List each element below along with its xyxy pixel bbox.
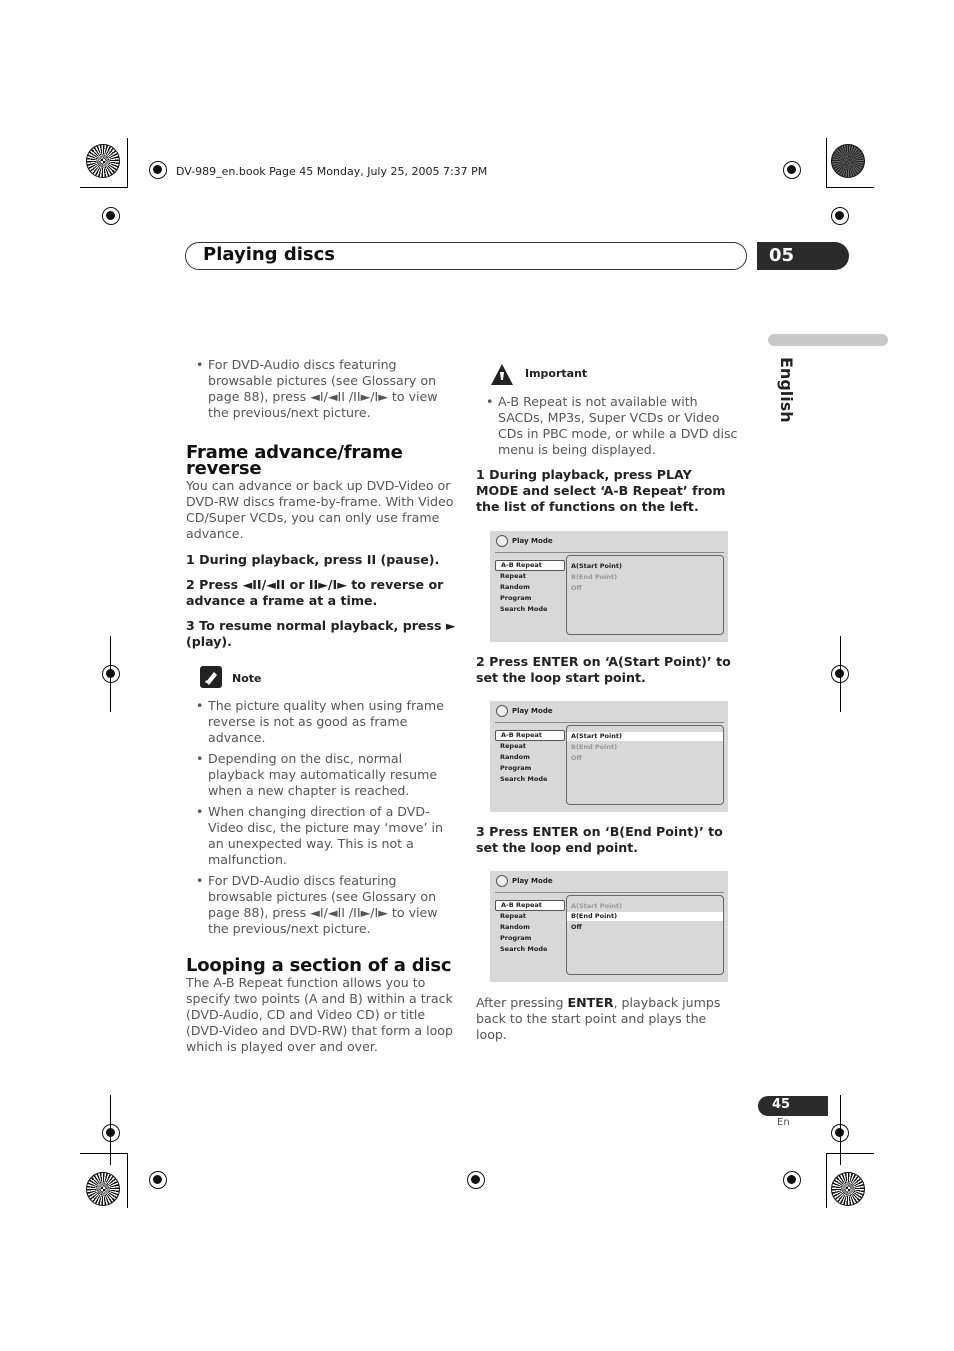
loop-step-2: 2 Press ENTER on ‘A(Start Point)’ to set the loop start point. — [476, 654, 731, 685]
note-text: The picture quality when using frame reverse is not as good as frame advance. — [208, 698, 444, 745]
osd-menu-item[interactable]: Search Mode — [500, 605, 548, 613]
section-heading-loop: Looping a section of a disc — [186, 955, 452, 976]
book-info-line: DV-989_en.book Page 45 Monday, July 25, 2005 7:37 PM — [176, 165, 488, 178]
osd-menu-item[interactable]: Random — [500, 583, 530, 591]
after-enter-text — [476, 995, 740, 1043]
chapter-number-badge — [757, 242, 849, 270]
osd-menu — [495, 730, 565, 785]
frame-step-2: 2 Press ◄II/◄II or II►/I► to reverse or advance a frame at a time. — [186, 577, 444, 608]
important-text: A-B Repeat is not available with SACDs, MP3s, Super VCDs or Video CDs in PBC mode, or while a DVD disc menu is being displayed. — [498, 394, 738, 457]
registration-target-icon — [783, 161, 801, 179]
osd-divider — [495, 722, 724, 723]
note-item — [186, 698, 456, 746]
osd-menu-item[interactable]: Repeat — [500, 572, 526, 580]
chapter-number: 05 — [769, 245, 795, 266]
osd-option[interactable]: Off — [571, 584, 582, 592]
osd-option[interactable]: B(End Point) — [571, 573, 618, 581]
osd-divider — [495, 892, 724, 893]
crop-line — [840, 1095, 841, 1165]
registration-target-icon — [467, 1171, 485, 1189]
crop-line — [826, 187, 874, 188]
note-item — [186, 873, 456, 937]
bullet-text: For DVD-Audio discs featuring browsable pictures (see Glossary on page 88), press ◄I/◄II /II►/I► to view the previous/next picture. — [208, 357, 438, 420]
osd-options-panel — [566, 725, 724, 805]
registration-target-icon — [149, 1171, 167, 1189]
page-number-badge — [758, 1096, 828, 1116]
osd-divider — [495, 552, 724, 553]
osd-options-panel — [566, 895, 724, 975]
disc-icon — [496, 875, 508, 887]
important-item — [476, 394, 744, 458]
note-header — [186, 666, 456, 692]
osd-menu-item[interactable]: Program — [500, 934, 532, 942]
crop-line — [840, 636, 841, 712]
registration-rose-icon — [86, 1172, 120, 1206]
osd-menu-item[interactable]: Random — [500, 923, 530, 931]
crop-line — [127, 138, 128, 188]
crop-line — [127, 1153, 128, 1208]
important-label: Important — [525, 367, 588, 380]
osd-title: Play Mode — [512, 707, 553, 715]
chapter-title: Playing discs — [203, 244, 335, 265]
osd-menu-item[interactable]: A-B Repeat — [495, 560, 565, 571]
crop-line — [80, 1153, 128, 1154]
note-text: Depending on the disc, normal playback may automatically resume when a new chapter is reached. — [208, 751, 438, 798]
note-text: For DVD-Audio discs featuring browsable pictures (see Glossary on page 88), press ◄I/◄II /II►/I► to view the previous/next picture. — [208, 873, 438, 936]
note-label: Note — [232, 672, 262, 685]
registration-target-icon — [102, 665, 120, 683]
language-tab-bar — [768, 334, 888, 346]
osd-options-panel — [566, 555, 724, 635]
note-item — [186, 804, 456, 868]
osd-option[interactable]: Off — [571, 923, 582, 931]
osd-menu-item[interactable]: Search Mode — [500, 775, 548, 783]
page-number: 45 — [772, 1097, 791, 1112]
bullet-browsable-pictures — [186, 357, 456, 421]
section-heading-frame: Frame advance/frame reverse — [186, 442, 403, 479]
loop-step-1: 1 During playback, press PLAY MODE and select ‘A-B Repeat’ from the list of functions on the left. — [476, 467, 726, 514]
osd-option[interactable]: Off — [571, 754, 582, 762]
registration-rose-icon — [831, 1172, 865, 1206]
crop-line — [826, 1153, 827, 1208]
frame-step-1: 1 During playback, press II (pause). — [186, 552, 440, 567]
osd-menu-item[interactable]: Repeat — [500, 912, 526, 920]
osd-menu-item[interactable]: A-B Repeat — [495, 730, 565, 741]
language-tab — [770, 357, 800, 437]
osd-menu-item[interactable]: Repeat — [500, 742, 526, 750]
registration-target-icon — [783, 1171, 801, 1189]
osd-menu-item[interactable]: Program — [500, 594, 532, 602]
osd-option-selected[interactable]: B(End Point) — [567, 912, 723, 921]
crop-line — [826, 138, 827, 188]
osd-option-selected[interactable]: A(Start Point) — [567, 732, 723, 741]
osd-screen-3 — [490, 871, 728, 982]
crop-line — [80, 187, 128, 188]
osd-menu-item[interactable]: Program — [500, 764, 532, 772]
page-language: En — [777, 1117, 790, 1128]
osd-option[interactable]: A(Start Point) — [571, 562, 622, 570]
important-icon — [490, 363, 514, 387]
osd-title: Play Mode — [512, 877, 553, 885]
important-bullet — [476, 394, 744, 458]
registration-rose-icon — [831, 144, 865, 178]
disc-icon — [496, 705, 508, 717]
loop-step-3: 3 Press ENTER on ‘B(End Point)’ to set the loop end point. — [476, 824, 723, 855]
crop-line — [110, 1095, 111, 1165]
osd-option[interactable]: B(End Point) — [571, 743, 618, 751]
crop-line — [826, 1153, 874, 1154]
registration-target-icon — [102, 1124, 120, 1142]
registration-target-icon — [149, 161, 167, 179]
osd-menu-item[interactable]: Random — [500, 753, 530, 761]
osd-title: Play Mode — [512, 537, 553, 545]
after-text-start: After pressing — [476, 995, 568, 1010]
osd-menu — [495, 900, 565, 955]
frame-intro: You can advance or back up DVD-Video or DVD-RW discs frame-by-frame. With Video CD/Super VCDs, you can only use frame advance. — [186, 478, 454, 541]
osd-menu — [495, 560, 565, 615]
registration-target-icon — [102, 207, 120, 225]
osd-menu-item[interactable]: Search Mode — [500, 945, 548, 953]
note-item — [186, 751, 456, 799]
note-text: When changing direction of a DVD-Video disc, the picture may ‘move’ in an unexpected way. This is not a malfunction. — [208, 804, 444, 867]
osd-option[interactable]: A(Start Point) — [571, 902, 622, 910]
after-text-end: , playback jumps back to the start point and plays the loop. — [476, 995, 721, 1042]
loop-intro: The A-B Repeat function allows you to specify two points (A and B) within a track (DVD-Audio, CD and Video CD) or title (DVD-Video and DVD-RW) that form a loop which is played over and over. — [186, 975, 454, 1054]
osd-screen-1 — [490, 531, 728, 642]
registration-target-icon — [831, 207, 849, 225]
note-icon — [200, 666, 222, 688]
osd-menu-item[interactable]: A-B Repeat — [495, 900, 565, 911]
disc-icon — [496, 535, 508, 547]
language-label: English — [777, 357, 796, 423]
crop-line — [110, 636, 111, 712]
frame-step-3: 3 To resume normal playback, press ► (play). — [186, 618, 456, 649]
enter-key-label: ENTER — [567, 995, 614, 1010]
registration-rose-icon — [86, 144, 120, 178]
osd-screen-2 — [490, 701, 728, 812]
left-column — [186, 357, 456, 1055]
